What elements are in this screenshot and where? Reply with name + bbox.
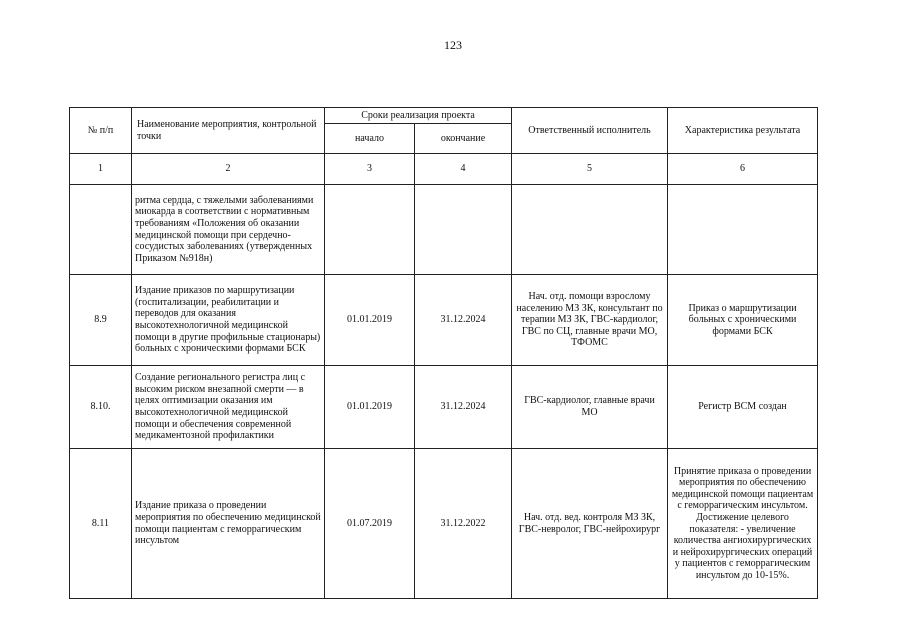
numbering-row [70, 154, 818, 185]
row-num: 8.9 [70, 275, 132, 366]
row-num [70, 185, 132, 275]
header-start: начало [325, 124, 415, 154]
row-start: 01.01.2019 [325, 366, 415, 449]
numbering-cell: 6 [668, 154, 818, 185]
row-responsible: Нач. отд. помощи взрослому населению МЗ ЗК, консультант по терапии МЗ ЗК, ГВС-кардиолог, ГВС по СЦ, главные врачи МО, ТФОМС [512, 275, 668, 366]
row-start: 01.07.2019 [325, 449, 415, 599]
row-name: Издание приказов по маршрутизации (госпитализации, реабилитации и переводов для оказания высокотехнологичной медицинской помощи в другие профильные стационары) больных с хроническими формами БСК [132, 275, 325, 366]
row-start: 01.01.2019 [325, 275, 415, 366]
table-row [70, 366, 818, 449]
numbering-cell: 3 [325, 154, 415, 185]
row-result: Принятие приказа о проведении мероприятия по обеспечению медицинской помощи пациентам с геморрагическим инсультом. Достижение целевого показателя: - увеличение количества ангиохирургических и нейрохирургических операций у пациентов с геморрагическим инсультом до 10-15%. [668, 449, 818, 599]
row-result: Регистр ВСМ создан [668, 366, 818, 449]
row-end: 31.12.2024 [415, 366, 512, 449]
row-num: 8.10. [70, 366, 132, 449]
row-end: 31.12.2022 [415, 449, 512, 599]
row-result [668, 185, 818, 275]
header-terms: Сроки реализация проекта [325, 108, 512, 124]
header-end: окончание [415, 124, 512, 154]
header-name: Наименование мероприятия, контрольной точки [132, 108, 325, 154]
table-row [70, 449, 818, 599]
row-responsible [512, 185, 668, 275]
table-row [70, 275, 818, 366]
row-responsible: Нач. отд. вед. контроля МЗ ЗК, ГВС-невролог, ГВС-нейрохирург [512, 449, 668, 599]
page-number: 123 [444, 38, 462, 52]
numbering-cell: 5 [512, 154, 668, 185]
row-responsible: ГВС-кардиолог, главные врачи МО [512, 366, 668, 449]
row-name: ритма сердца, с тяжелыми заболеваниями миокарда в соответствии с нормативным требованиям «Положения об оказании медицинской помощи при сердечно-сосудистых заболеваниях (утвержденных Приказом №918н) [132, 185, 325, 275]
header-result: Характеристика результата [668, 108, 818, 154]
header-num: № п/п [70, 108, 132, 154]
activities-table [69, 107, 818, 599]
row-result: Приказ о маршрутизации больных с хроническими формами БСК [668, 275, 818, 366]
numbering-cell: 1 [70, 154, 132, 185]
row-name: Создание регионального регистра лиц с высоким риском внезапной смерти — в целях оптимизации оказания им высокотехнологичной медицинской помощи и обеспечения современной медикаментозной профилактики [132, 366, 325, 449]
row-end: 31.12.2024 [415, 275, 512, 366]
row-end [415, 185, 512, 275]
header-responsible: Ответственный исполнитель [512, 108, 668, 154]
row-name: Издание приказа о проведении мероприятия по обеспечению медицинской помощи пациентам с геморрагическим инсультом [132, 449, 325, 599]
row-start [325, 185, 415, 275]
row-num: 8.11 [70, 449, 132, 599]
table-row [70, 185, 818, 275]
numbering-cell: 4 [415, 154, 512, 185]
numbering-cell: 2 [132, 154, 325, 185]
header-row [70, 108, 818, 124]
